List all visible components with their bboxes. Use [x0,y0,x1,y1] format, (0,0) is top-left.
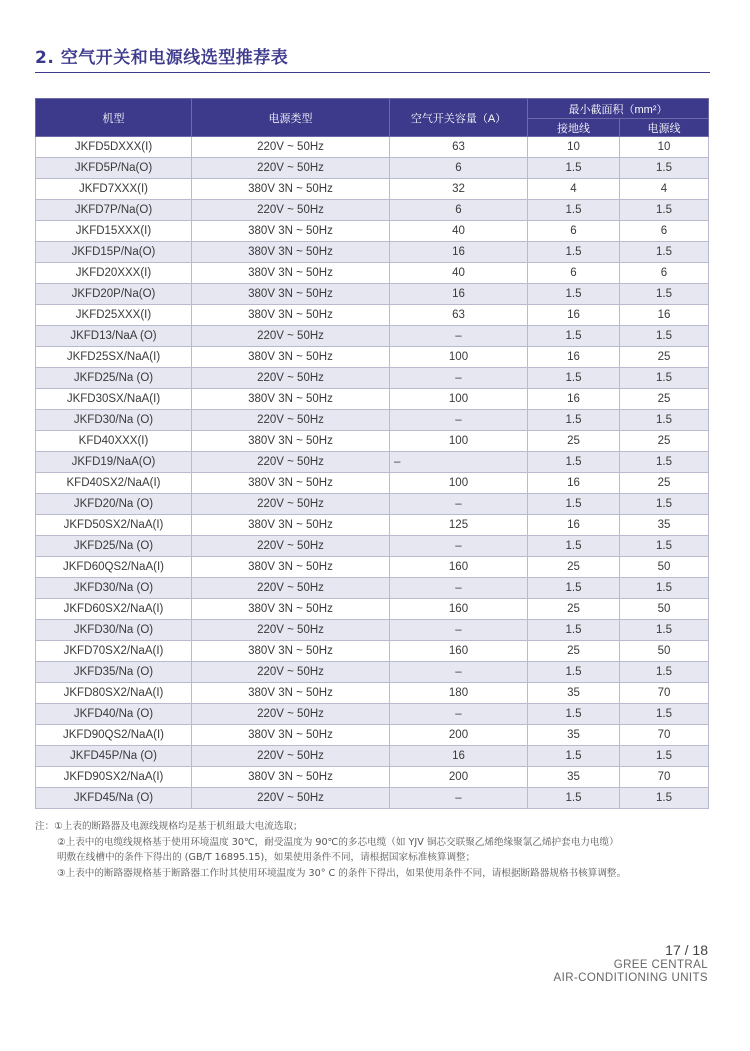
cell-power-type: 220V ~ 50Hz [192,326,390,347]
cell-power-type: 220V ~ 50Hz [192,536,390,557]
cell-model: JKFD25/Na (O) [36,368,192,389]
table-row [36,473,709,494]
cell-model: JKFD20/Na (O) [36,494,192,515]
cell-ground-area: 1.5 [528,368,620,389]
cell-breaker: 200 [390,725,528,746]
cell-power-type: 380V 3N ~ 50Hz [192,725,390,746]
notes [35,819,735,881]
page-number: 17 / 18 [665,942,708,958]
cell-power-type: 220V ~ 50Hz [192,788,390,809]
cell-power-area: 25 [620,389,709,410]
cell-breaker: 100 [390,473,528,494]
cell-breaker: 160 [390,641,528,662]
table-row [36,620,709,641]
cell-ground-area: 6 [528,263,620,284]
cell-ground-area: 25 [528,431,620,452]
cell-model: JKFD60QS2/NaA(I) [36,557,192,578]
cell-model: JKFD15P/Na(O) [36,242,192,263]
cell-power-area: 1.5 [620,578,709,599]
cell-breaker: 125 [390,515,528,536]
cell-breaker: 100 [390,431,528,452]
cell-power-area: 1.5 [620,158,709,179]
cell-breaker: – [390,494,528,515]
table-row [36,452,709,473]
cell-power-type: 380V 3N ~ 50Hz [192,263,390,284]
cell-power-area: 1.5 [620,704,709,725]
table-row [36,536,709,557]
cell-ground-area: 16 [528,515,620,536]
cell-power-area: 70 [620,725,709,746]
cell-power-type: 220V ~ 50Hz [192,746,390,767]
header-model: 机型 [36,99,192,137]
table-row [36,221,709,242]
cell-power-type: 380V 3N ~ 50Hz [192,284,390,305]
cell-model: JKFD7P/Na(O) [36,200,192,221]
table-row [36,725,709,746]
cell-power-area: 16 [620,305,709,326]
cell-ground-area: 6 [528,221,620,242]
cell-model: JKFD45P/Na (O) [36,746,192,767]
cell-ground-area: 1.5 [528,242,620,263]
cell-ground-area: 1.5 [528,200,620,221]
cell-power-area: 50 [620,599,709,620]
cell-breaker: 100 [390,389,528,410]
cell-breaker: 32 [390,179,528,200]
cell-ground-area: 1.5 [528,788,620,809]
cell-ground-area: 10 [528,137,620,158]
cell-model: JKFD80SX2/NaA(I) [36,683,192,704]
cell-power-type: 380V 3N ~ 50Hz [192,683,390,704]
cell-breaker: 63 [390,137,528,158]
cell-model: KFD40SX2/NaA(I) [36,473,192,494]
cell-model: JKFD90SX2/NaA(I) [36,767,192,788]
cell-power-area: 1.5 [620,620,709,641]
cell-power-area: 1.5 [620,368,709,389]
cell-breaker: 16 [390,746,528,767]
note-2-cont: 明敷在线槽中的条件下得出的 (GB/T 16895.15)，如果使用条件不同，请根据国家标准核算调整； [57,852,476,863]
cell-power-area: 6 [620,221,709,242]
cell-model: JKFD30/Na (O) [36,620,192,641]
cell-ground-area: 16 [528,473,620,494]
cell-power-area: 1.5 [620,788,709,809]
cell-ground-area: 35 [528,767,620,788]
breaker-cable-table [35,98,709,809]
header-min-area: 最小截面积（mm²） [528,99,709,119]
cell-model: JKFD25XXX(I) [36,305,192,326]
cell-ground-area: 1.5 [528,494,620,515]
cell-power-type: 220V ~ 50Hz [192,368,390,389]
note-3: ③上表中的断路器规格基于断路器工作时其使用环境温度为 30° C 的条件下得出，如果使用条件不同，请根据断路器规格书核算调整。 [57,867,627,879]
table-row [36,599,709,620]
cell-ground-area: 1.5 [528,452,620,473]
cell-power-type: 380V 3N ~ 50Hz [192,473,390,494]
cell-power-type: 220V ~ 50Hz [192,158,390,179]
cell-power-area: 50 [620,557,709,578]
cell-breaker: 180 [390,683,528,704]
cell-power-area: 1.5 [620,536,709,557]
cell-ground-area: 1.5 [528,284,620,305]
cell-power-area: 10 [620,137,709,158]
cell-ground-area: 16 [528,305,620,326]
cell-breaker: 160 [390,557,528,578]
table-row [36,179,709,200]
cell-power-type: 220V ~ 50Hz [192,137,390,158]
cell-model: JKFD30/Na (O) [36,410,192,431]
cell-power-area: 1.5 [620,242,709,263]
cell-ground-area: 35 [528,725,620,746]
cell-power-area: 25 [620,347,709,368]
title-divider [35,72,710,73]
cell-breaker: 16 [390,284,528,305]
header-breaker-capacity: 空气开关容量（A） [390,99,528,137]
table-row [36,788,709,809]
brand-footer [554,959,708,985]
table-row [36,368,709,389]
cell-model: JKFD20P/Na(O) [36,284,192,305]
cell-power-type: 380V 3N ~ 50Hz [192,305,390,326]
table-row [36,641,709,662]
table-row [36,263,709,284]
cell-power-type: 380V 3N ~ 50Hz [192,767,390,788]
cell-power-type: 380V 3N ~ 50Hz [192,347,390,368]
table-row [36,284,709,305]
table-row [36,158,709,179]
cell-ground-area: 1.5 [528,536,620,557]
table-row [36,137,709,158]
cell-power-area: 4 [620,179,709,200]
cell-model: JKFD50SX2/NaA(I) [36,515,192,536]
cell-power-area: 1.5 [620,494,709,515]
brand-line-1: GREE CENTRAL [613,959,708,971]
cell-ground-area: 25 [528,557,620,578]
cell-model: JKFD5P/Na(O) [36,158,192,179]
table-row [36,578,709,599]
cell-breaker: 6 [390,158,528,179]
cell-model: JKFD45/Na (O) [36,788,192,809]
cell-power-area: 25 [620,431,709,452]
table-row [36,200,709,221]
cell-model: JKFD15XXX(I) [36,221,192,242]
cell-power-area: 35 [620,515,709,536]
cell-ground-area: 1.5 [528,662,620,683]
cell-breaker: – [390,536,528,557]
table-row [36,389,709,410]
cell-breaker: – [390,410,528,431]
cell-model: KFD40XXX(I) [36,431,192,452]
cell-power-type: 220V ~ 50Hz [192,662,390,683]
cell-model: JKFD35/Na (O) [36,662,192,683]
cell-ground-area: 1.5 [528,326,620,347]
cell-ground-area: 35 [528,683,620,704]
cell-power-type: 380V 3N ~ 50Hz [192,221,390,242]
table-row [36,494,709,515]
cell-ground-area: 16 [528,389,620,410]
cell-power-type: 380V 3N ~ 50Hz [192,179,390,200]
cell-power-type: 220V ~ 50Hz [192,704,390,725]
table-row [36,557,709,578]
cell-breaker: – [390,620,528,641]
cell-power-area: 70 [620,767,709,788]
table-row [36,704,709,725]
cell-breaker: 6 [390,200,528,221]
cell-ground-area: 1.5 [528,578,620,599]
cell-power-type: 220V ~ 50Hz [192,620,390,641]
cell-ground-area: 1.5 [528,158,620,179]
cell-power-area: 1.5 [620,662,709,683]
cell-model: JKFD40/Na (O) [36,704,192,725]
cell-model: JKFD60SX2/NaA(I) [36,599,192,620]
cell-power-area: 1.5 [620,326,709,347]
cell-model: JKFD30SX/NaA(I) [36,389,192,410]
table-row [36,431,709,452]
cell-model: JKFD70SX2/NaA(I) [36,641,192,662]
table-body [36,137,709,809]
cell-ground-area: 1.5 [528,746,620,767]
cell-model: JKFD5DXXX(I) [36,137,192,158]
cell-power-area: 1.5 [620,200,709,221]
cell-power-area: 1.5 [620,410,709,431]
cell-breaker: 100 [390,347,528,368]
cell-power-type: 220V ~ 50Hz [192,578,390,599]
cell-power-type: 380V 3N ~ 50Hz [192,515,390,536]
cell-breaker: – [390,704,528,725]
note-2: ②上表中的电缆线规格基于使用环境温度 30℃，耐受温度为 90℃的多芯电缆（如 YJV 铜芯交联聚乙烯绝缘聚氯乙烯护套电力电缆） [57,836,619,848]
header-ground-wire: 接地线 [528,119,620,137]
table-row [36,326,709,347]
cell-ground-area: 1.5 [528,704,620,725]
cell-breaker: 200 [390,767,528,788]
table-row [36,683,709,704]
cell-ground-area: 25 [528,599,620,620]
cell-breaker: – [390,662,528,683]
cell-power-type: 380V 3N ~ 50Hz [192,431,390,452]
table-row [36,746,709,767]
cell-power-type: 380V 3N ~ 50Hz [192,242,390,263]
cell-power-type: 220V ~ 50Hz [192,200,390,221]
cell-breaker: 160 [390,599,528,620]
cell-power-area: 6 [620,263,709,284]
cell-breaker: – [390,578,528,599]
cell-model: JKFD25SX/NaA(I) [36,347,192,368]
cell-model: JKFD90QS2/NaA(I) [36,725,192,746]
table-row [36,347,709,368]
cell-power-area: 1.5 [620,452,709,473]
table-row [36,767,709,788]
cell-power-area: 70 [620,683,709,704]
cell-model: JKFD30/Na (O) [36,578,192,599]
cell-power-type: 380V 3N ~ 50Hz [192,641,390,662]
header-power-wire: 电源线 [620,119,709,137]
cell-breaker: – [390,326,528,347]
cell-breaker: – [390,788,528,809]
cell-ground-area: 4 [528,179,620,200]
cell-power-type: 220V ~ 50Hz [192,410,390,431]
cell-power-type: 220V ~ 50Hz [192,494,390,515]
cell-breaker: – [390,368,528,389]
cell-power-area: 25 [620,473,709,494]
cell-ground-area: 1.5 [528,620,620,641]
cell-breaker: 63 [390,305,528,326]
cell-power-area: 1.5 [620,746,709,767]
cell-ground-area: 16 [528,347,620,368]
cell-model: JKFD19/NaA(O) [36,452,192,473]
cell-breaker: 40 [390,263,528,284]
cell-power-type: 380V 3N ~ 50Hz [192,389,390,410]
table-row [36,410,709,431]
table-row [36,662,709,683]
page-title: 2. 空气开关和电源线选型推荐表 [35,48,289,68]
table-row [36,305,709,326]
cell-model: JKFD13/NaA (O) [36,326,192,347]
cell-power-area: 50 [620,641,709,662]
header-power-type: 电源类型 [192,99,390,137]
cell-power-type: 380V 3N ~ 50Hz [192,599,390,620]
cell-power-type: 380V 3N ~ 50Hz [192,557,390,578]
cell-power-area: 1.5 [620,284,709,305]
table-row [36,242,709,263]
note-1: 注：①上表的断路器及电源线规格均是基于机组最大电流选取； [35,821,303,832]
cell-ground-area: 1.5 [528,410,620,431]
brand-line-2: AIR-CONDITIONING UNITS [553,972,708,984]
cell-model: JKFD7XXX(I) [36,179,192,200]
cell-breaker: 16 [390,242,528,263]
cell-model: JKFD20XXX(I) [36,263,192,284]
cell-breaker: – [390,452,528,473]
cell-model: JKFD25/Na (O) [36,536,192,557]
cell-breaker: 40 [390,221,528,242]
cell-ground-area: 25 [528,641,620,662]
cell-power-type: 220V ~ 50Hz [192,452,390,473]
table-row [36,515,709,536]
